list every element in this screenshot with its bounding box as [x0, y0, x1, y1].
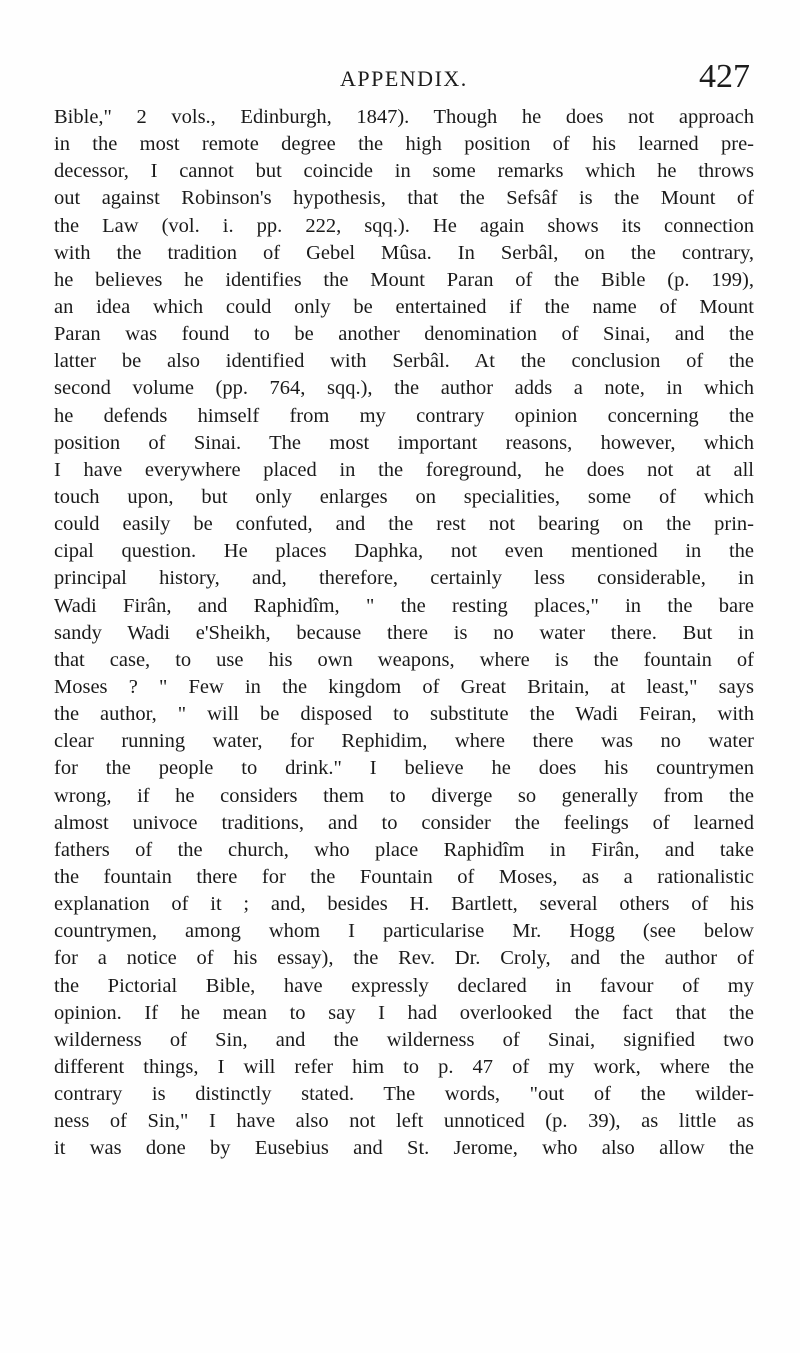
text-line: opinion. If he mean to say I had overlooked the fact that the [54, 1001, 754, 1024]
text-line: wrong, if he considers them to diverge so generally from the [54, 784, 754, 807]
text-line: almost univoce traditions, and to consider the feelings of learned [54, 811, 754, 834]
text-line: second volume (pp. 764, sqq.), the author adds a note, in which [54, 377, 754, 400]
text-line: clear running water, for Rephidim, where there was no water [54, 730, 754, 753]
text-line: ness of Sin," I have also not left unnoticed (p. 39), as little as [54, 1110, 754, 1133]
text-line: sandy Wadi e'Sheikh, because there is no water there. But in [54, 621, 754, 644]
text-line: wilderness of Sin, and the wilderness of Sinai, signified two [54, 1028, 754, 1051]
text-line: an idea which could only be entertained if the name of Mount [54, 295, 754, 318]
text-line: it was done by Eusebius and St. Jerome, who also allow the [54, 1137, 754, 1160]
text-line: the Pictorial Bible, have expressly declared in favour of my [54, 974, 754, 997]
text-line: for a notice of his essay), the Rev. Dr. Croly, and the author of [54, 947, 754, 970]
text-line: he believes he identifies the Mount Paran of the Bible (p. 199), [54, 268, 754, 291]
text-line: principal history, and, therefore, certainly less considerable, in [54, 567, 754, 590]
running-header [340, 58, 750, 102]
text-line: he defends himself from my contrary opinion concerning the [54, 404, 754, 427]
text-line: with the tradition of Gebel Mûsa. In Serbâl, on the contrary, [54, 241, 754, 264]
text-line: I have everywhere placed in the foreground, he does not at all [54, 458, 754, 481]
text-line: the Law (vol. i. pp. 222, sqq.). He again shows its connection [54, 214, 754, 237]
page-number: 427 [699, 58, 750, 95]
text-line: different things, I will refer him to p. 47 of my work, where the [54, 1055, 754, 1078]
text-line: explanation of it ; and, besides H. Bartlett, several others of his [54, 893, 754, 916]
text-line: Bible," 2 vols., Edinburgh, 1847). Though he does not approach [54, 106, 754, 128]
text-line: for the people to drink." I believe he does his countrymen [54, 757, 754, 780]
text-line: Wadi Firân, and Raphidîm, " the resting places," in the bare [54, 594, 754, 617]
text-line: that case, to use his own weapons, where is the fountain of [54, 648, 754, 671]
text-line: countrymen, among whom I particularise Mr. Hogg (see below [54, 920, 754, 943]
text-line: Moses ? " Few in the kingdom of Great Britain, at least," says [54, 675, 754, 698]
running-title: APPENDIX. [340, 66, 468, 91]
text-line: the fountain there for the Fountain of Moses, as a rationalistic [54, 865, 754, 888]
text-line: decessor, I cannot but coincide in some remarks which he throws [54, 160, 754, 183]
text-line: the author, " will be disposed to substitute the Wadi Feiran, with [54, 703, 754, 726]
text-line: Paran was found to be another denomination of Sinai, and the [54, 323, 754, 346]
text-line: contrary is distinctly stated. The words, "out of the wilder- [54, 1083, 754, 1106]
text-line: could easily be confuted, and the rest not bearing on the prin- [54, 513, 754, 536]
body-text [54, 104, 754, 1162]
text-line: fathers of the church, who place Raphidîm in Firân, and take [54, 838, 754, 861]
text-line: out against Robinson's hypothesis, that the Sefsâf is the Mount of [54, 187, 754, 210]
text-line: position of Sinai. The most important reasons, however, which [54, 431, 754, 454]
text-line: cipal question. He places Daphka, not even mentioned in the [54, 540, 754, 563]
text-line: touch upon, but only enlarges on specialities, some of which [54, 485, 754, 508]
text-line: latter be also identified with Serbâl. At the conclusion of the [54, 350, 754, 373]
text-line: in the most remote degree the high position of his learned pre- [54, 133, 754, 156]
